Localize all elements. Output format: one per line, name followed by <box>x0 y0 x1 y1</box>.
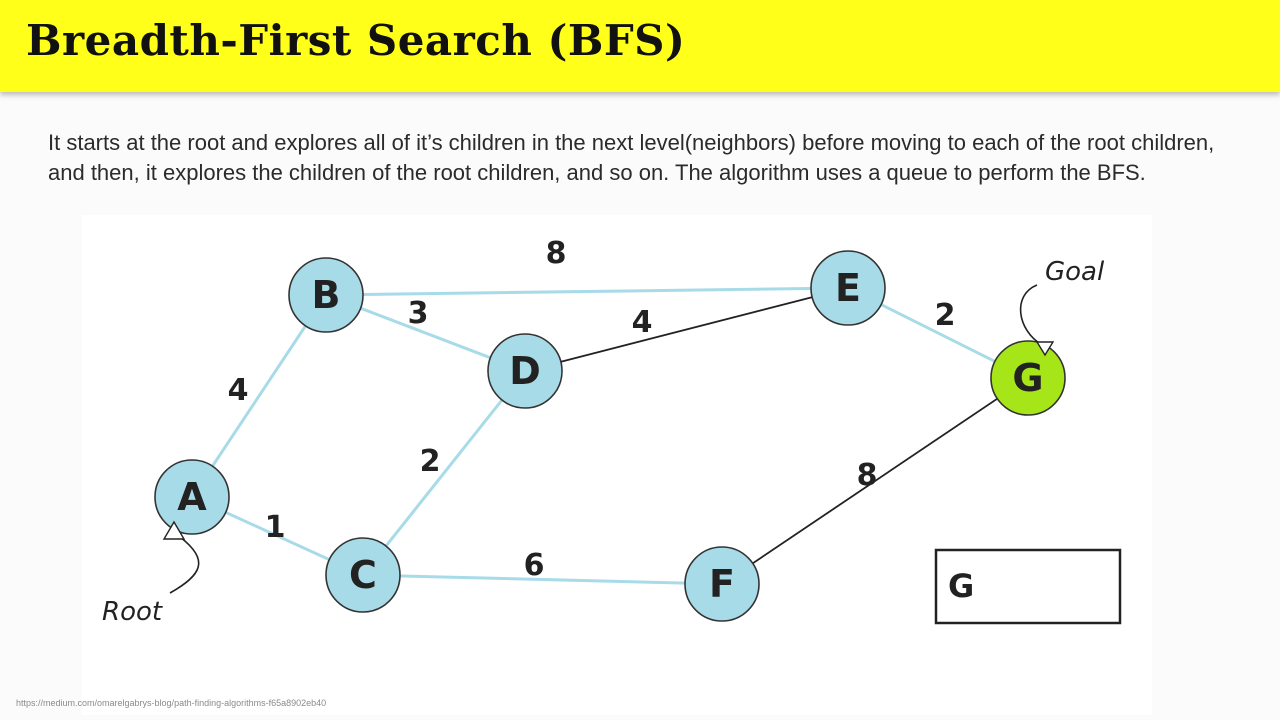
edge-b-e <box>326 288 848 295</box>
weight-label-b-e: 8 <box>545 236 567 271</box>
node-label-a: A <box>177 475 207 519</box>
node-label-d: D <box>509 349 541 393</box>
node-b <box>289 258 363 332</box>
queue-item: G <box>948 567 975 605</box>
title-bar <box>0 0 1280 92</box>
edge-c-d <box>363 371 525 575</box>
node-g <box>991 341 1065 415</box>
node-label-b: B <box>311 273 341 317</box>
weight-label-c-f: 6 <box>523 548 545 583</box>
node-label-c: C <box>349 553 377 597</box>
source-url: https://medium.com/omarelgabrys-blog/path-finding-algorithms-f65a8902eb40 <box>16 698 327 708</box>
weight-label-a-b: 4 <box>227 373 249 408</box>
weight-label-b-d: 3 <box>407 296 429 331</box>
edge-d-e <box>525 288 848 371</box>
node-label-e: E <box>835 266 861 310</box>
node-label-f: F <box>709 562 735 606</box>
weight-label-a-c: 1 <box>264 510 286 545</box>
weight-label-d-e: 4 <box>631 305 653 340</box>
graph-svg <box>82 215 1152 715</box>
root-label: Root <box>102 597 163 627</box>
root-arrow <box>170 537 199 593</box>
weight-label-f-g: 8 <box>856 458 878 493</box>
root-annotation <box>102 522 199 627</box>
goal-annotation <box>1021 257 1105 355</box>
goal-label: Goal <box>1045 257 1105 287</box>
edges-layer <box>192 288 1028 584</box>
node-a <box>155 460 229 534</box>
node-f <box>685 547 759 621</box>
graph-diagram <box>82 215 1152 715</box>
node-c <box>326 538 400 612</box>
description-text: It starts at the root and explores all of it’s children in the next level(neighbors) before moving to each of the root children, and then, it explores the children of the root children, and so on. The algorithm uses a queue to perform the BFS. <box>48 130 1215 185</box>
goal-arrow <box>1021 285 1042 345</box>
weight-label-e-g: 2 <box>934 298 956 333</box>
queue-box <box>936 550 1120 623</box>
nodes-layer <box>155 251 1065 621</box>
node-d <box>488 334 562 408</box>
weight-label-c-d: 2 <box>419 444 441 479</box>
node-e <box>811 251 885 325</box>
node-label-g: G <box>1012 356 1044 400</box>
slide-title: Breadth-First Search (BFS) <box>26 16 686 65</box>
